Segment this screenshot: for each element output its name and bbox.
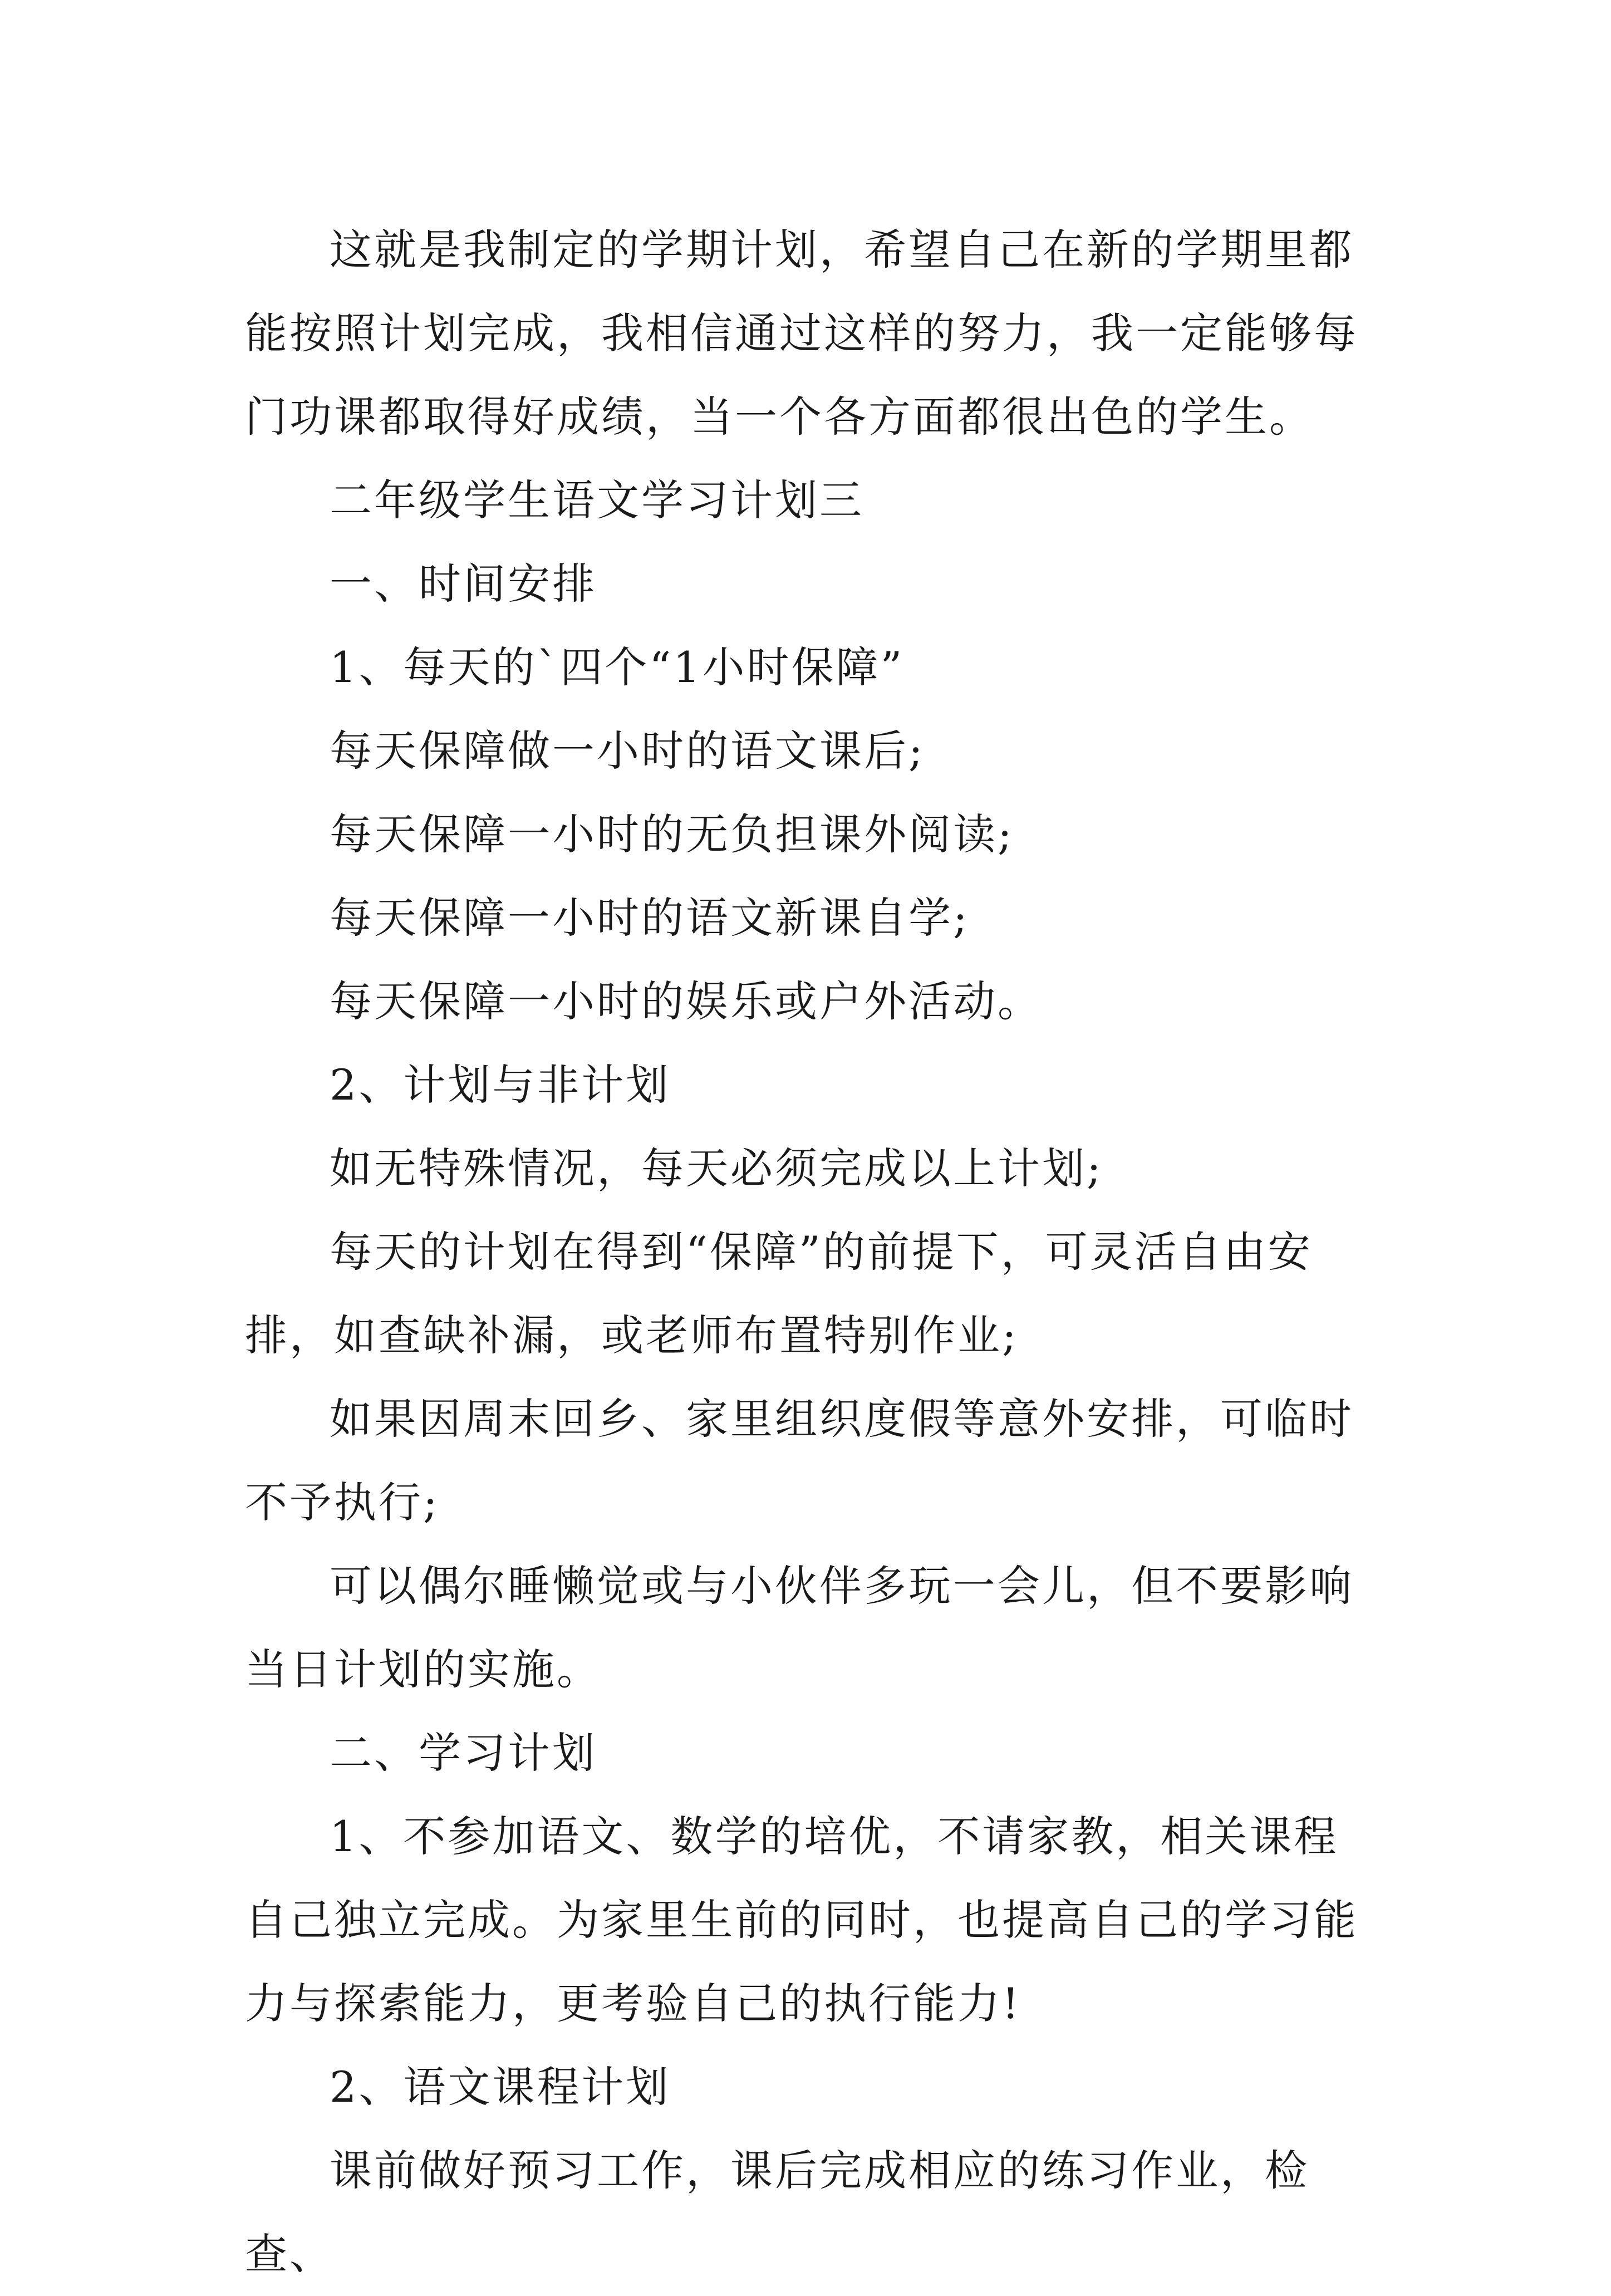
- subheading-chinese-course-plan: 2、语文课程计划: [330, 2062, 671, 2112]
- list-item: 每天保障一小时的无负担课外阅读;: [330, 810, 1014, 859]
- heading-time-arrangement: 一、时间安排: [330, 559, 597, 609]
- list-item: 每天的计划在得到“保障”的前提下，可灵活自由安排，如查缺补漏，或老师布置特别作业;: [245, 1227, 1313, 1360]
- subheading-plan-and-nonplan: 2、计划与非计划: [330, 1060, 671, 1110]
- paragraph-semester-plan-summary: 这就是我制定的学期计划，希望自己在新的学期里都能按照计划完成，我相信通过这样的努力，我一定能够每门功课都取得好成绩，当一个各方面都很出色的学生。: [245, 225, 1358, 441]
- list-item: 每天保障一小时的语文新课自学;: [330, 893, 970, 943]
- list-item: 如无特殊情况，每天必须完成以上计划;: [330, 1144, 1103, 1193]
- subheading-daily-guarantees: 1、每天的`四个“1小时保障”: [330, 642, 905, 692]
- list-item: 可以偶尔睡懒觉或与小伙伴多玩一会儿，但不要影响当日计划的实施。: [245, 1561, 1354, 1694]
- heading-study-plan: 二、学习计划: [330, 1728, 597, 1778]
- list-item: 如果因周末回乡、家里组织度假等意外安排，可临时不予执行;: [245, 1394, 1354, 1527]
- list-item: 每天保障一小时的娱乐或户外活动。: [330, 977, 1042, 1026]
- document-body: [245, 208, 1375, 2296]
- section-title: 二年级学生语文学习计划三: [330, 475, 864, 525]
- paragraph-independent-study: 1、不参加语文、数学的培优，不请家教，相关课程自己独立完成。为家里生前的同时，也提高自己的学习能力与探索能力，更考验自己的执行能力!: [245, 1812, 1358, 2028]
- list-item: 每天保障做一小时的语文课后;: [330, 726, 925, 776]
- paragraph-course-preparation: 课前做好预习工作，课后完成相应的练习作业，检查、: [245, 2146, 1309, 2279]
